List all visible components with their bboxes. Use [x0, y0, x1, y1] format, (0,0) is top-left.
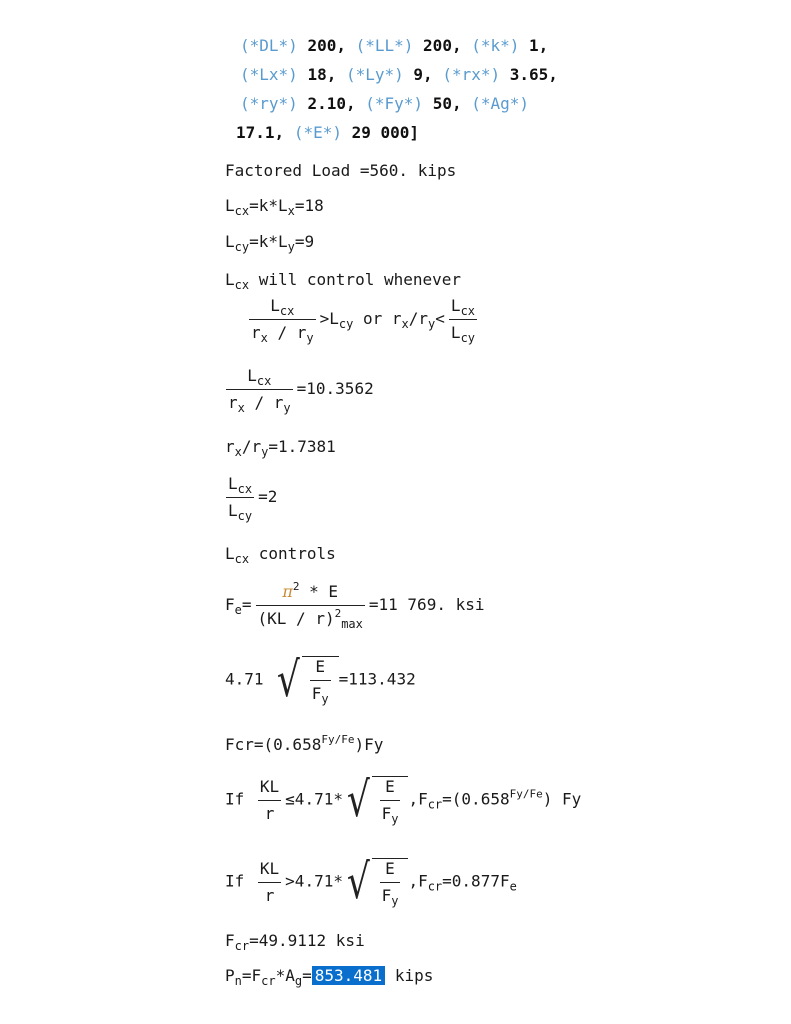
- comment-dl: (*DL*): [240, 36, 298, 55]
- slenderness-value: =113.432: [338, 669, 416, 689]
- effective-ratio-value: =10.3562: [296, 379, 374, 398]
- if-inelastic-condition: If $\frac{KL}{r}$ ≤4.71* √ $\frac{E}{F_y}$ $,F_{cr}=(0.658^{Fy/Fe})$ Fy: [225, 772, 582, 828]
- comment-e: (*E*): [293, 123, 342, 142]
- pn-output: $P_n=F_{cr}*A_g= 853.481$ kips: [225, 966, 434, 988]
- comment-rx: (*rx*): [442, 65, 501, 84]
- will-control-text: $L_{cx}$ will control whenever: [225, 270, 462, 292]
- fe-value: =11 769.: [368, 595, 446, 614]
- value-k: 1,: [529, 36, 549, 55]
- factored-load-value: 560.: [369, 161, 409, 180]
- value-ag: 17.1,: [236, 123, 285, 142]
- input-line-4[interactable]: [236, 123, 419, 143]
- effective-ratio-output: $L_{cx}$ $r_x / r_y$ =10.3562: [228, 366, 374, 415]
- input-line-2[interactable]: [240, 65, 558, 85]
- comment-ll: (*LL*): [355, 36, 414, 55]
- value-ly: 9,: [413, 65, 433, 84]
- fcr-output: $F_{cr}=49.9112$ ksi: [225, 931, 365, 953]
- value-rx: 3.65,: [509, 65, 558, 84]
- comment-lx: (*Lx*): [240, 65, 298, 84]
- lcx-output: $L_{cx}=k*L_x=18$: [225, 196, 324, 218]
- slenderness-output: 4.71 √ $\frac{E}{F_y}$ =113.432: [225, 652, 416, 708]
- lcx-lcy-fraction: $L_{cx}$ $L_{cy}$: [450, 296, 476, 345]
- sqrt-symbol: √ $\frac{E}{F_y}$: [273, 656, 338, 704]
- lcy-value: =9: [294, 232, 315, 251]
- fe-output: $F_e=$ $\pi^2$ * E (KL / r)$^2_{max}$ =11 769. ksi: [225, 580, 485, 631]
- comment-k: (*k*): [471, 36, 520, 55]
- rx-ry-output: $r_x/r_y=1.7381$: [225, 437, 336, 459]
- fe-fraction: $\pi^2$ * E (KL / r)$^2_{max}$: [257, 580, 363, 631]
- factored-load-label: Factored Load: [225, 161, 351, 180]
- comment-ry: (*ry*): [240, 94, 298, 113]
- value-lx: 18,: [307, 65, 337, 84]
- fcr-value: =49.9112: [249, 931, 327, 950]
- lcy-output: $L_{cy}=k*L_y=9$: [225, 232, 315, 254]
- factored-load-output: Factored Load =560. kips: [225, 161, 457, 180]
- input-line-3[interactable]: [240, 94, 529, 114]
- ratio-fraction: $L_{cx}$ $r_x / r_y$: [251, 296, 314, 345]
- value-dl: 200,: [307, 36, 346, 55]
- comment-fy: (*Fy*): [365, 94, 424, 113]
- value-ll: 200,: [423, 36, 462, 55]
- fcr-formula: $Fcr=(0.658^{Fy/Fe})Fy$: [225, 733, 384, 754]
- control-condition: $L_{cx}$ $r_x / r_y$ $>L_{cy}$ or $r_x/r_y<$ $L_{cx}$ $L_{cy}$: [251, 296, 476, 345]
- if-elastic-condition: If $\frac{KL}{r}$ >4.71* √ $\frac{E}{F_y}$ $,F_{cr}=0.877F_e$: [225, 854, 517, 910]
- pi-symbol: π: [282, 582, 293, 601]
- controls-text: $L_{cx}$ controls: [225, 544, 336, 566]
- lcx-lcy-output: $L_{cx}$ $L_{cy}$ =2: [228, 474, 278, 523]
- lcx-value: =18: [294, 196, 324, 215]
- lcx-lcy-value: =2: [258, 487, 278, 506]
- value-e: 29 000]: [351, 123, 420, 142]
- comment-ly: (*Ly*): [345, 65, 404, 84]
- value-ry: 2.10,: [307, 94, 356, 113]
- value-fy: 50,: [432, 94, 462, 113]
- input-line-1[interactable]: [240, 36, 548, 56]
- comment-ag: (*Ag*): [471, 94, 530, 113]
- rx-ry-value: =1.7381: [268, 437, 336, 456]
- factored-load-unit: kips: [417, 161, 457, 180]
- pn-value-selected[interactable]: 853.481: [312, 966, 385, 985]
